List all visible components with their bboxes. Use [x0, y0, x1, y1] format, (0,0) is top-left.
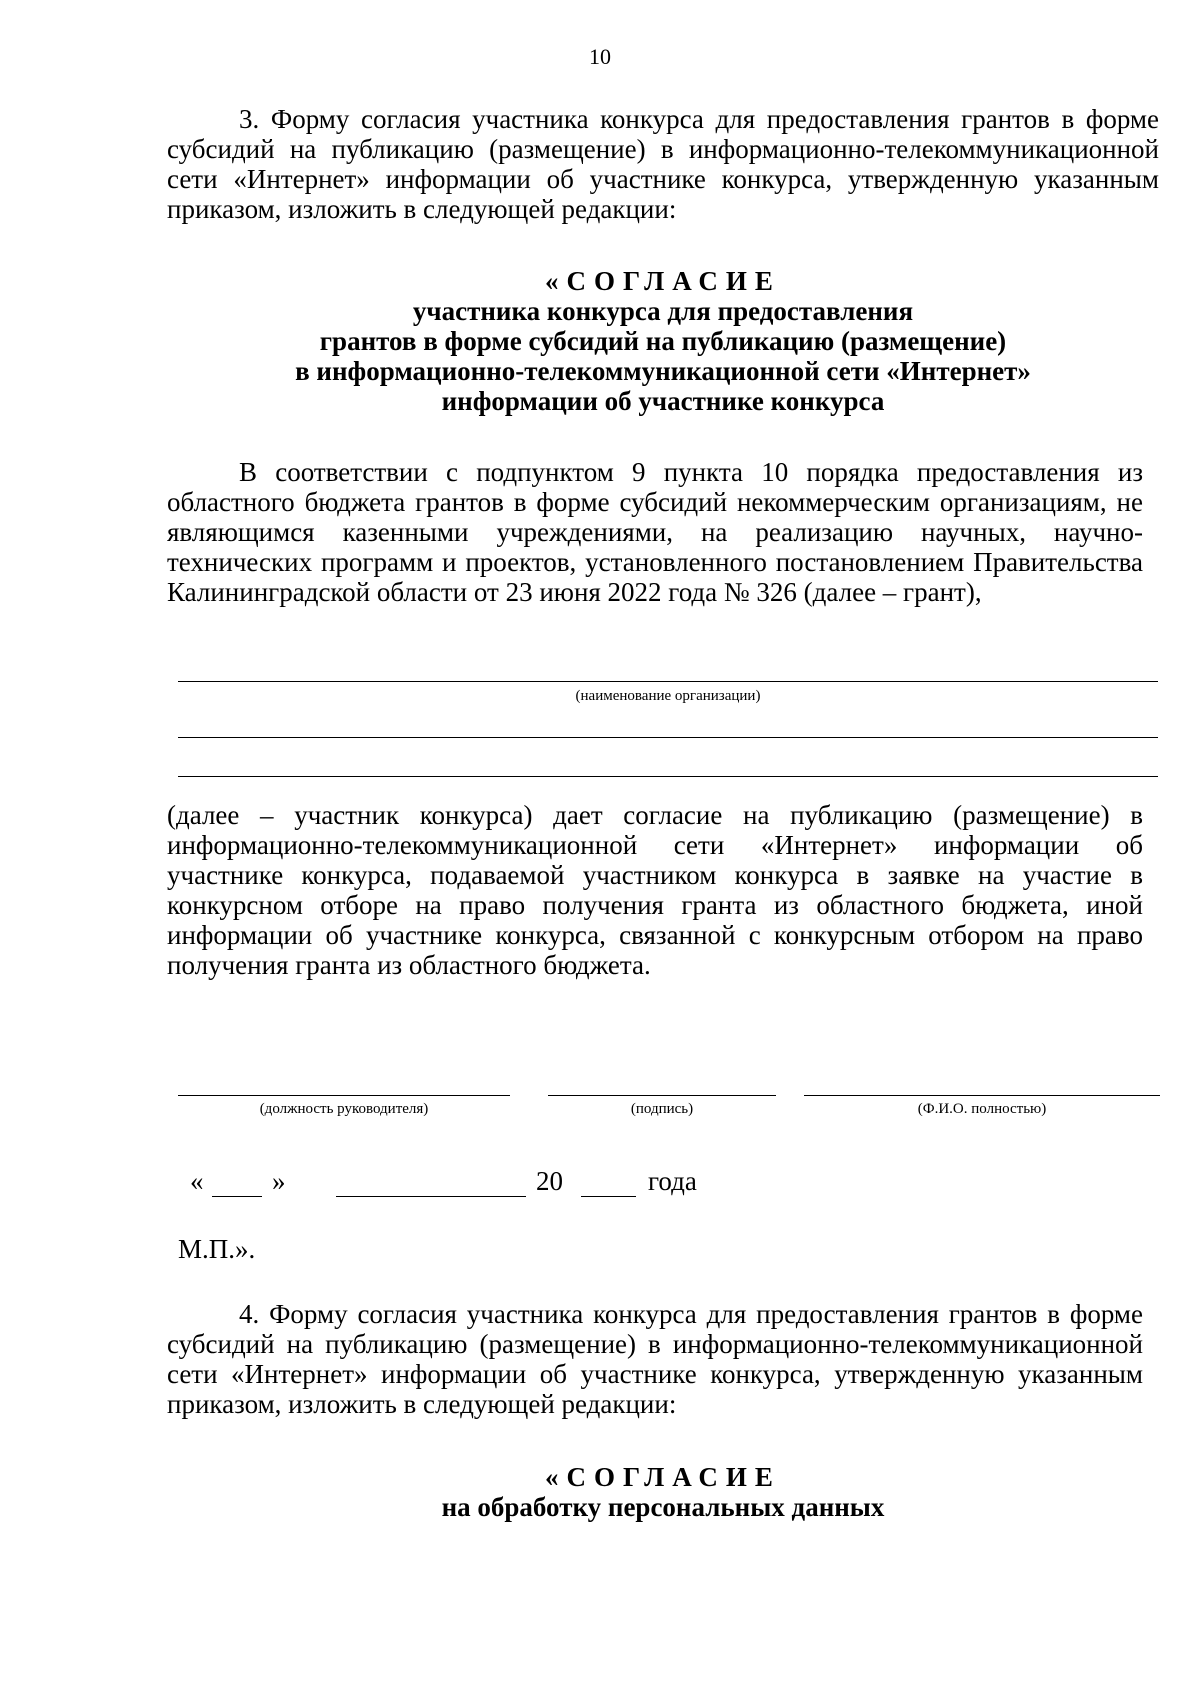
paragraph-3: 3. Форму согласия участника конкурса для предоставления грантов в форме субсидий на публикацию (размещение) в информационно-телекоммуникационной сети «Интернет» информации об участнике конкурса, утвержденную указанным приказом, изложить в следующей редакции: [167, 104, 1159, 224]
page-number: 10 [589, 44, 611, 69]
consent-subtitle-line: информации об участнике конкурса [441, 386, 885, 416]
body-intro: В соответствии с подпунктом 9 пункта 10 порядка предоставления из областного бюджета грантов в форме субсидий некоммерческим организациям, не являющимся казенными учреждениями, на реализацию научных, научно-технических программ и проектов, установленного постановлением Правительства Калининградской области от 23 июня 2022 года № 326 (далее – грант), [167, 457, 1143, 607]
consent-subtitle-line: грантов в форме субсидий на публикацию (размещение) [319, 326, 1007, 356]
position-caption: (должность руководителя) [259, 1101, 429, 1117]
organization-name-caption: (наименование организации) [575, 688, 761, 704]
date-month-blank [336, 1196, 526, 1197]
date-day-blank [212, 1196, 262, 1197]
date-open-quote: « [190, 1166, 204, 1196]
consent-title: «СОГЛАСИЕ [545, 1462, 781, 1492]
consent-title: «СОГЛАСИЕ [545, 266, 781, 296]
stamp-place: М.П.». [178, 1234, 256, 1264]
fio-caption: (Ф.И.О. полностью) [917, 1101, 1047, 1117]
organization-name-line [178, 776, 1158, 777]
body-consent: (далее – участник конкурса) дает согласие на публикацию (размещение) в информационно-телекоммуникационной сети «Интернет» информации об участнике конкурса, подаваемой участником конкурса в заявке на участие в конкурсном отборе на право получения гранта из областного бюджета, иной информации об участнике конкурса, связанной с конкурсным отбором на право получения гранта из областного бюджета. [167, 800, 1143, 980]
organization-name-line [178, 737, 1158, 738]
date-year-prefix: 20 [536, 1166, 563, 1196]
signature-line [548, 1095, 776, 1096]
consent-heading-1 [167, 266, 1159, 416]
organization-name-line [178, 681, 1158, 682]
consent-subtitle-line: на обработку персональных данных [441, 1492, 885, 1522]
consent-subtitle-line: участника конкурса для предоставления [412, 296, 914, 326]
consent-heading-2 [167, 1462, 1159, 1522]
consent-subtitle-line: в информационно-телекоммуникационной сети «Интернет» [295, 356, 1031, 386]
fio-signature-line [804, 1095, 1160, 1096]
signature-caption: (подпись) [630, 1101, 694, 1117]
date-year-blank [581, 1196, 636, 1197]
paragraph-4: 4. Форму согласия участника конкурса для предоставления грантов в форме субсидий на публикацию (размещение) в информационно-телекоммуникационной сети «Интернет» информации об участнике конкурса, утвержденную указанным приказом, изложить в следующей редакции: [167, 1299, 1143, 1419]
date-close-quote: » [272, 1166, 286, 1196]
date-year-suffix: года [648, 1166, 697, 1196]
position-signature-line [178, 1095, 510, 1096]
